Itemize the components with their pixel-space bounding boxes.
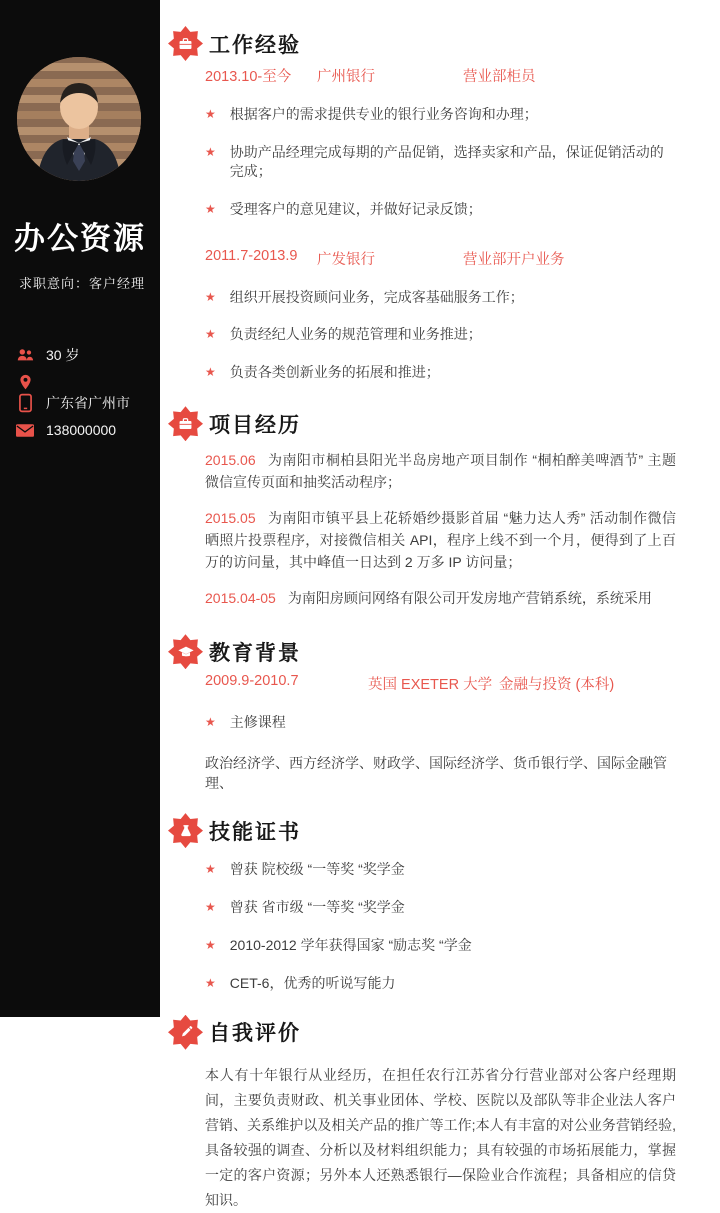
contact-row-age bbox=[16, 345, 160, 365]
section-header bbox=[168, 26, 676, 61]
star-bullet-icon: ★ bbox=[205, 365, 216, 380]
work-company: 广发银行 bbox=[317, 251, 375, 268]
project-item bbox=[205, 449, 676, 493]
work-company: 广州银行 bbox=[317, 69, 375, 85]
envelope-icon bbox=[16, 424, 34, 437]
star-bullet-icon: ★ bbox=[205, 289, 216, 304]
candidate-name: 办公资源 bbox=[14, 221, 146, 256]
education-bullet: ★ 主修课程 bbox=[205, 714, 286, 731]
work-entry-header bbox=[205, 248, 676, 269]
resume-body bbox=[160, 0, 720, 1208]
work-entry bbox=[205, 248, 676, 383]
star-bullet-icon: ★ bbox=[205, 144, 216, 159]
location-pin-icon bbox=[16, 374, 34, 391]
phone-number-text: 138000000 bbox=[46, 422, 117, 438]
work-entry-header bbox=[205, 65, 676, 86]
section-title: 自我评价 bbox=[209, 1022, 301, 1046]
work-position: 营业部柜员 bbox=[463, 69, 536, 85]
education-major: 金融与投资 (本科) bbox=[499, 677, 615, 694]
education-courses: 政治经济学、西方经济学、财政学、国际经济学、货币银行学、国际金融管理、 bbox=[205, 755, 667, 792]
work-bullet: ★ 根据客户的需求提供专业的银行业务咨询和办理； bbox=[205, 106, 538, 122]
contact-row-location-pin bbox=[16, 374, 160, 391]
pencil-badge-icon bbox=[168, 1015, 203, 1050]
section-title: 工作经验 bbox=[209, 33, 301, 57]
star-bullet-icon: ★ bbox=[205, 975, 216, 990]
work-bullet: ★ 受理客户的意见建议，并做好记录反馈； bbox=[205, 200, 482, 217]
section-title: 教育背景 bbox=[209, 641, 301, 665]
project-date: 2015.06 bbox=[205, 452, 256, 469]
section-projects bbox=[168, 406, 676, 609]
work-position: 营业部开户业务 bbox=[463, 251, 565, 268]
briefcase-badge-icon bbox=[168, 406, 203, 441]
work-bullet: ★ 负责经纪人业务的规范管理和业务推进； bbox=[205, 326, 482, 343]
skill-bullet: ★ 2010-2012 学年获得国家 “励志奖 “学金 bbox=[205, 936, 472, 953]
section-header bbox=[168, 813, 676, 848]
contact-list bbox=[16, 345, 160, 438]
project-item bbox=[205, 587, 676, 609]
star-bullet-icon: ★ bbox=[205, 327, 216, 342]
work-date: 2013.10-至今 bbox=[205, 69, 292, 85]
section-self-evaluation bbox=[168, 1015, 676, 1213]
profile-photo bbox=[17, 57, 141, 181]
education-school: 英国 EXETER 大学 bbox=[368, 677, 493, 694]
section-work-experience bbox=[168, 26, 676, 382]
phone-icon bbox=[16, 393, 34, 413]
contact-row-city bbox=[16, 393, 160, 413]
sidebar bbox=[0, 0, 160, 1017]
self-evaluation-text: 本人有十年银行从业经历，在担任农行江苏省分行营业部对公客户经理期间，主要负责财政、机关事业团体、学校、医院以及部队等非企业法人客户营销、关系维护以及相关产品的推广等工作;本人有丰富的对公业务营销经验,具备较强的调查、分析以及材料组织能力；具有较强的市场拓展能力，掌握一定的客户资源；另外本人还熟悉银行—保险业合作流程；具备相应的信贷知识。 bbox=[205, 1066, 676, 1208]
section-education bbox=[168, 634, 676, 793]
education-date: 2009.9-2010.7 bbox=[205, 673, 299, 690]
star-bullet-icon: ★ bbox=[205, 107, 216, 121]
work-bullet: ★ 协助产品经理完成每期的产品促销，选择卖家和产品，保证促销活动的完成； bbox=[205, 143, 664, 179]
section-title: 项目经历 bbox=[209, 413, 301, 437]
section-skills bbox=[168, 813, 676, 993]
education-entry-header bbox=[205, 673, 676, 694]
work-date: 2011.7-2013.9 bbox=[205, 247, 298, 264]
star-bullet-icon: ★ bbox=[205, 937, 216, 952]
section-header bbox=[168, 634, 676, 669]
project-text: 为南阳市镇平县上花轿婚纱摄影首届 “魅力达人秀” 活动制作微信晒照片投票程序，对接微信相关 API，程序上线不到一个月，便得到了上百万的访问量，其中峰值一日达到 2 万多 IP 访问量； bbox=[205, 510, 676, 571]
skill-bullet: ★ CET-6，优秀的听说写能力 bbox=[205, 974, 396, 991]
flask-badge-icon bbox=[168, 813, 203, 848]
project-item bbox=[205, 507, 676, 573]
age-text: 30 岁 bbox=[46, 347, 80, 363]
people-icon bbox=[16, 347, 34, 363]
briefcase-badge-icon bbox=[168, 26, 203, 61]
work-entry bbox=[205, 65, 676, 219]
work-bullet: ★ 组织开展投资顾问业务，完成客基础服务工作； bbox=[205, 288, 524, 305]
star-bullet-icon: ★ bbox=[205, 201, 216, 216]
graduation-cap-badge-icon bbox=[168, 634, 203, 669]
work-bullet: ★ 负责各类创新业务的拓展和推进； bbox=[205, 364, 440, 381]
section-header bbox=[168, 1015, 676, 1050]
project-date: 2015.04-05 bbox=[205, 590, 276, 607]
star-bullet-icon: ★ bbox=[205, 900, 216, 915]
star-bullet-icon: ★ bbox=[205, 862, 216, 877]
skill-bullet: ★ 曾获 院校级 “一等奖 “奖学金 bbox=[205, 861, 405, 878]
project-text: 为南阳房顾问网络有限公司开发房地产营销系统，系统采用 bbox=[287, 590, 652, 607]
star-bullet-icon: ★ bbox=[205, 715, 216, 730]
skill-bullet: ★ 曾获 省市级 “一等奖 “奖学金 bbox=[205, 899, 405, 916]
avatar bbox=[17, 57, 141, 181]
city-text: 广东省广州市 bbox=[46, 395, 130, 411]
project-date: 2015.05 bbox=[205, 510, 256, 527]
job-intention: 求职意向：客户经理 bbox=[19, 276, 146, 291]
section-header bbox=[168, 406, 676, 441]
contact-row-phone-number bbox=[16, 422, 160, 438]
section-title: 技能证书 bbox=[209, 820, 301, 844]
project-text: 为南阳市桐柏县阳光半岛房地产项目制作 “桐柏醉美啤酒节” 主题微信宣传页面和抽奖活动程序； bbox=[205, 452, 676, 491]
